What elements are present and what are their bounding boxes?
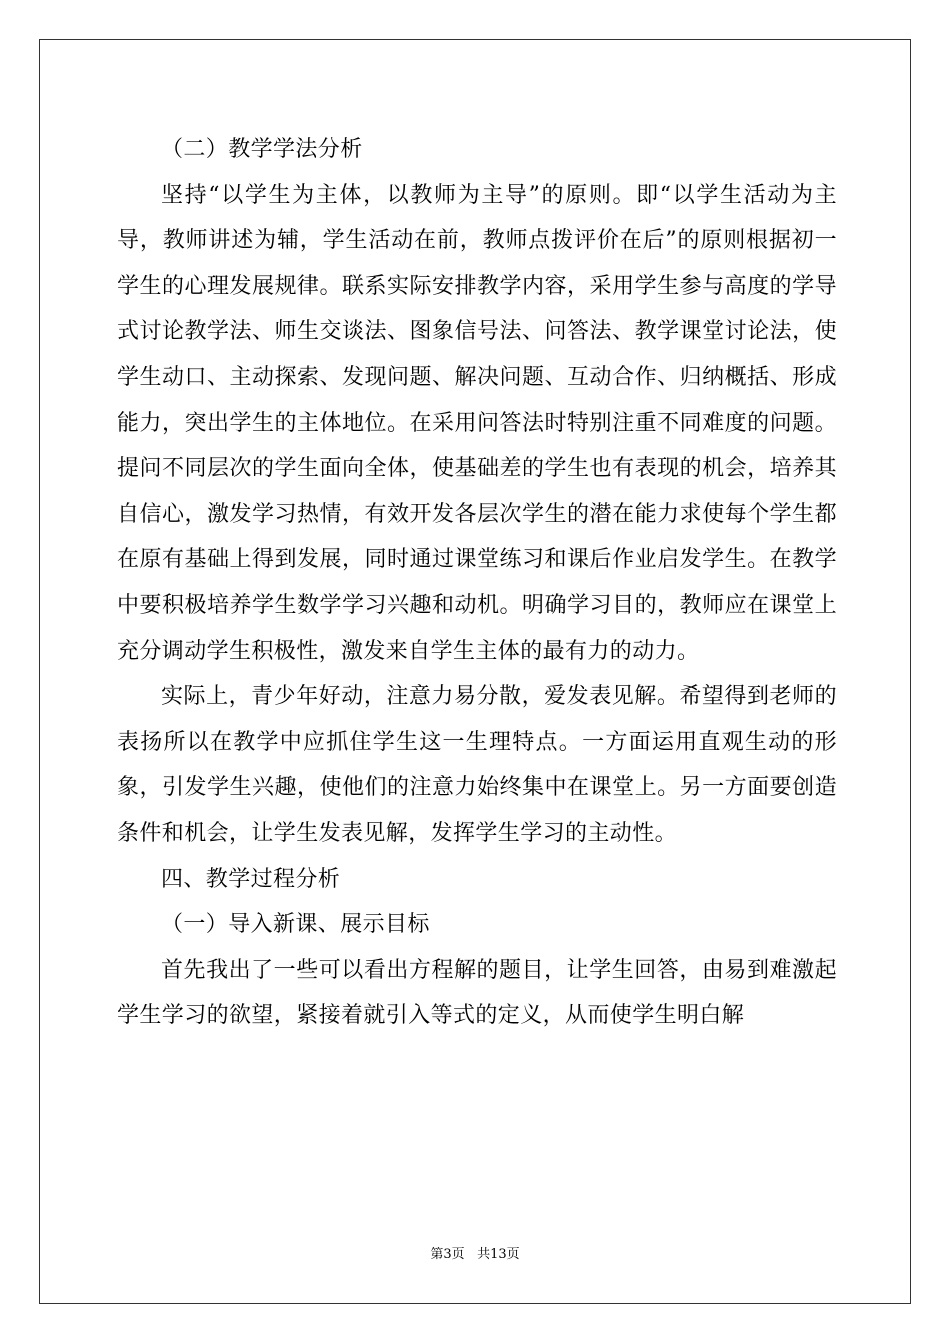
subsection-heading-intro: （一）导入新课、展示目标 — [161, 912, 430, 938]
section-heading-process: 四、教学过程分析 — [161, 866, 341, 892]
page-number: 第3页 — [430, 1247, 465, 1262]
page-footer — [0, 1243, 950, 1262]
paragraph-student-traits: 实际上，青少年好动，注意力易分散，爱发表见解。希望得到老师的表扬所以在教学中应抓住学生这一生理特点。一方面运用直观生动的形象，引发学生兴趣，使他们的注意力始终集中在课堂上。另一方面要创造条件和机会，让学生发表见解，发挥学生学习的主动性。 — [117, 684, 837, 846]
section-heading-teaching-methods: （二）教学学法分析 — [161, 137, 363, 162]
paragraph-intro: 首先我出了一些可以看出方程解的题目，让学生回答，由易到难激起学生学习的欲望，紧接着就引入等式的定义，从而使学生明白解 — [117, 957, 837, 1029]
paragraph-principle: 坚持“以学生为主体，以教师为主导”的原则。即“以学生活动为主导，教师讲述为辅，学生活动在前，教师点拨评价在后”的原则根据初一学生的心理发展规律。联系实际安排教学内容，采用学生参与高度的学导式讨论教学法、师生交谈法、图象信号法、问答法、教学课堂讨论法，使学生动口、主动探索、发现问题、解决问题、互动合作、归纳概括、形成能力，突出学生的主体地位。在采用问答法时特别注重不同难度的问题。提问不同层次的学生面向全体，使基础差的学生也有表现的机会，培养其自信心，激发学习热情，有效开发各层次学生的潜在能力求使每个学生都在原有基础上得到发展，同时通过课堂练习和课后作业启发学生。在教学中要积极培养学生数学学习兴趣和动机。明确学习目的，教师应在课堂上充分调动学生积极性，激发来自学生主体的最有力的动力。 — [117, 182, 837, 664]
page-total: 共13页 — [477, 1247, 520, 1262]
document-body — [117, 127, 837, 1039]
